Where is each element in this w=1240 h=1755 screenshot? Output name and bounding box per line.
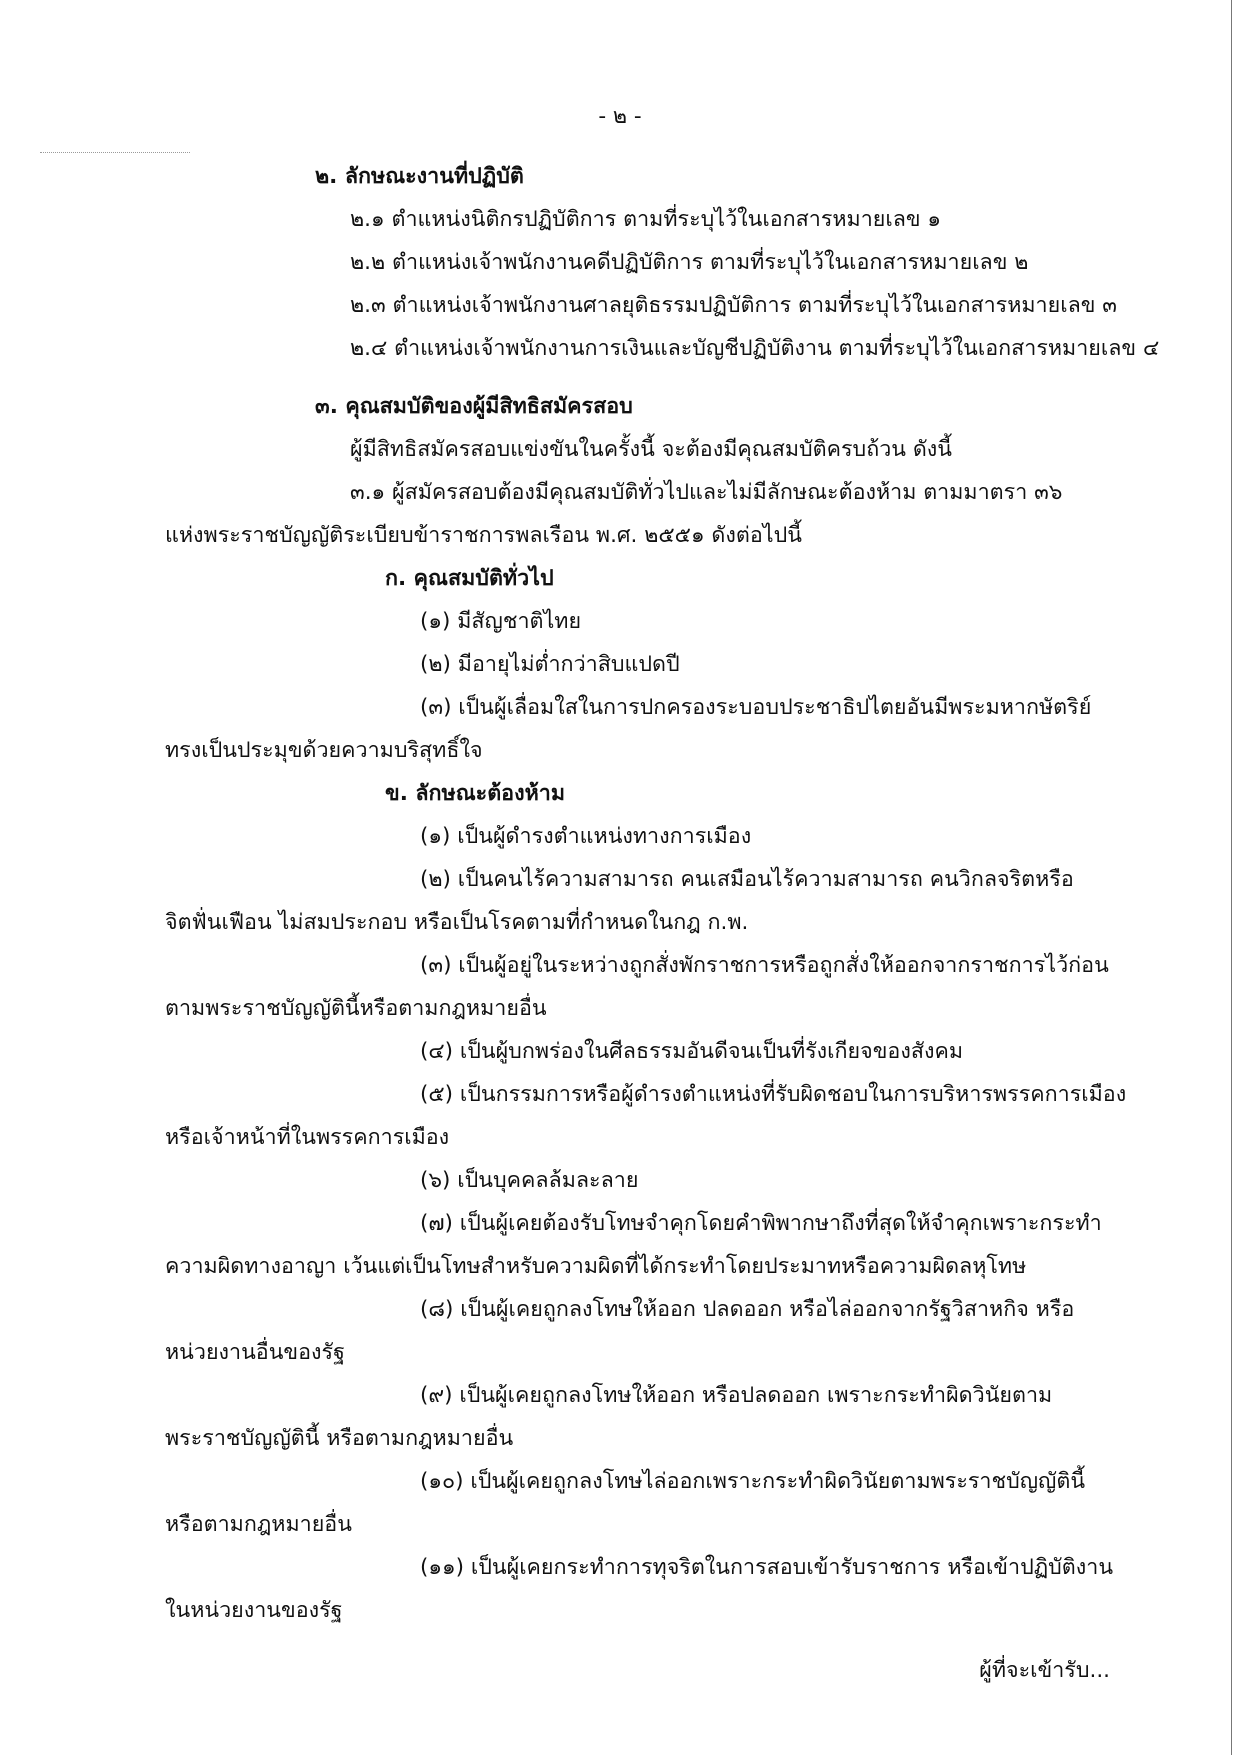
general-qualification-line: (๓) เป็นผู้เลื่อมใสในการปกครองระบอบประชาธิปไตยอันมีพระมหากษัตริย์ (420, 695, 1092, 720)
prohibited-line: จิตฟั่นเฟือน ไม่สมประกอบ หรือเป็นโรคตามที่กำหนดในกฎ ก.พ. (165, 910, 749, 935)
prohibited-line: หรือตามกฎหมายอื่น (165, 1512, 352, 1537)
prohibited-line: (๓) เป็นผู้อยู่ในระหว่างถูกสั่งพักราชการหรือถูกสั่งให้ออกจากราชการไว้ก่อน (420, 953, 1109, 978)
prohibited-line: หน่วยงานอื่นของรัฐ (165, 1340, 345, 1365)
prohibited-line: (๗) เป็นผู้เคยต้องรับโทษจำคุกโดยคำพิพากษาถึงที่สุดให้จำคุกเพราะกระทำ (420, 1211, 1102, 1236)
general-qualifications-heading: ก. คุณสมบัติทั่วไป (385, 566, 554, 591)
section-3-heading: ๓. คุณสมบัติของผู้มีสิทธิสมัครสอบ (315, 394, 633, 419)
scan-dotted-line (40, 152, 190, 153)
continuation-catchword: ผู้ที่จะเข้ารับ... (979, 1658, 1110, 1683)
prohibited-line: (๔) เป็นผู้บกพร่องในศีลธรรมอันดีจนเป็นที่รังเกียจของสังคม (420, 1039, 964, 1064)
clause-3-1-line: ๓.๑ ผู้สมัครสอบต้องมีคุณสมบัติทั่วไปและไม่มีลักษณะต้องห้าม ตามมาตรา ๓๖ (350, 480, 1063, 505)
prohibited-line: ในหน่วยงานของรัฐ (165, 1598, 343, 1623)
prohibited-line: (๑) เป็นผู้ดำรงตำแหน่งทางการเมือง (420, 824, 752, 849)
prohibited-line: (๑๑) เป็นผู้เคยกระทำการทุจริตในการสอบเข้ารับราชการ หรือเข้าปฏิบัติงาน (420, 1555, 1114, 1580)
scan-page-edge (1231, 0, 1232, 1755)
prohibited-line: (๒) เป็นคนไร้ความสามารถ คนเสมือนไร้ความสามารถ คนวิกลจริตหรือ (420, 867, 1074, 892)
clause-3-1-line: แห่งพระราชบัญญัติระเบียบข้าราชการพลเรือน พ.ศ. ๒๕๕๑ ดังต่อไปนี้ (165, 523, 802, 548)
section-3-intro: ผู้มีสิทธิสมัครสอบแข่งขันในครั้งนี้ จะต้องมีคุณสมบัติครบถ้วน ดังนี้ (350, 437, 952, 462)
section-2-item: ๒.๒ ตำแหน่งเจ้าพนักงานคดีปฏิบัติการ ตามที่ระบุไว้ในเอกสารหมายเลข ๒ (350, 250, 1029, 275)
section-2-item: ๒.๔ ตำแหน่งเจ้าพนักงานการเงินและบัญชีปฏิบัติงาน ตามที่ระบุไว้ในเอกสารหมายเลข ๔ (350, 336, 1160, 361)
prohibited-line: ตามพระราชบัญญัตินี้หรือตามกฎหมายอื่น (165, 996, 547, 1021)
section-2-item: ๒.๑ ตำแหน่งนิติกรปฏิบัติการ ตามที่ระบุไว้ในเอกสารหมายเลข ๑ (350, 207, 942, 232)
general-qualification-line: ทรงเป็นประมุขด้วยความบริสุทธิ์ใจ (165, 738, 483, 763)
prohibited-line: ความผิดทางอาญา เว้นแต่เป็นโทษสำหรับความผิดที่ได้กระทำโดยประมาทหรือความผิดลหุโทษ (165, 1254, 1027, 1279)
prohibited-line: หรือเจ้าหน้าที่ในพรรคการเมือง (165, 1125, 450, 1150)
prohibited-line: (๖) เป็นบุคคลล้มละลาย (420, 1168, 639, 1193)
page-number: - ๒ - (598, 104, 642, 129)
prohibited-characteristics-heading: ข. ลักษณะต้องห้าม (385, 781, 565, 806)
prohibited-line: พระราชบัญญัตินี้ หรือตามกฎหมายอื่น (165, 1426, 514, 1451)
prohibited-line: (๕) เป็นกรรมการหรือผู้ดำรงตำแหน่งที่รับผิดชอบในการบริหารพรรคการเมือง (420, 1082, 1127, 1107)
section-2-heading: ๒. ลักษณะงานที่ปฏิบัติ (315, 164, 524, 189)
prohibited-line: (๑๐) เป็นผู้เคยถูกลงโทษไล่ออกเพราะกระทำผิดวินัยตามพระราชบัญญัตินี้ (420, 1469, 1086, 1494)
general-qualification-line: (๑) มีสัญชาติไทย (420, 609, 582, 634)
prohibited-line: (๙) เป็นผู้เคยถูกลงโทษให้ออก หรือปลดออก เพราะกระทำผิดวินัยตาม (420, 1383, 1053, 1408)
general-qualification-line: (๒) มีอายุไม่ต่ำกว่าสิบแปดปี (420, 652, 680, 677)
section-2-item: ๒.๓ ตำแหน่งเจ้าพนักงานศาลยุติธรรมปฏิบัติการ ตามที่ระบุไว้ในเอกสารหมายเลข ๓ (350, 293, 1117, 318)
prohibited-line: (๘) เป็นผู้เคยถูกลงโทษให้ออก ปลดออก หรือไล่ออกจากรัฐวิสาหกิจ หรือ (420, 1297, 1075, 1322)
